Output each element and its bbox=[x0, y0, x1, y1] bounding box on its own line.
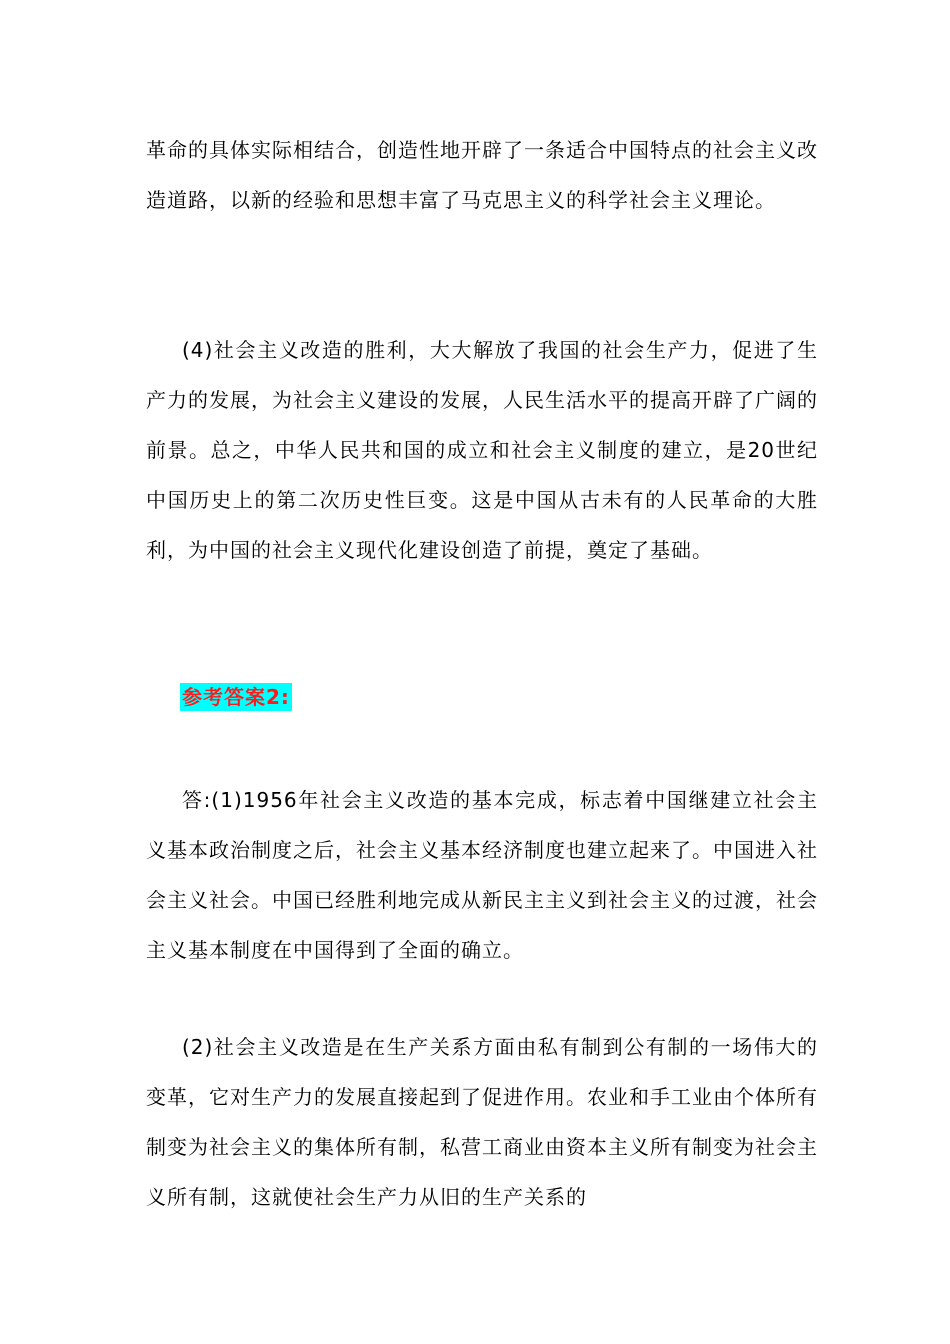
paragraph-answer-point-2: (2)社会主义改造是在生产关系方面由私有制到公有制的一场伟大的变革，它对生产力的发展直接起到了促进作用。农业和手工业由个体所有制变为社会主义的集体所有制，私营工商业由资本主义所有制变为社会主义所有制，这就使社会生产力从旧的生产关系的 bbox=[146, 1035, 818, 1209]
answer-heading: 参考答案2: bbox=[182, 685, 290, 709]
paragraph-point-4: (4)社会主义改造的胜利，大大解放了我国的社会生产力，促进了生产力的发展，为社会主义建设的发展，人民生活水平的提高开辟了广阔的前景。总之，中华人民共和国的成立和社会主义制度的建立，是20世纪中国历史上的第二次历史性巨变。这是中国从古未有的人民革命的大胜利，为中国的社会主义现代化建设创造了前提，奠定了基础。 bbox=[146, 338, 818, 562]
paragraph-answer-point-1: 答:(1)1956年社会主义改造的基本完成，标志着中国继建立社会主义基本政治制度之后，社会主义基本经济制度也建立起来了。中国进入社会主义社会。中国已经胜利地完成从新民主主义到社会主义的过渡，社会主义基本制度在中国得到了全面的确立。 bbox=[146, 788, 818, 962]
paragraph-continuation: 革命的具体实际相结合，创造性地开辟了一条适合中国特点的社会主义改造道路，以新的经验和思想丰富了马克思主义的科学社会主义理论。 bbox=[146, 138, 818, 212]
